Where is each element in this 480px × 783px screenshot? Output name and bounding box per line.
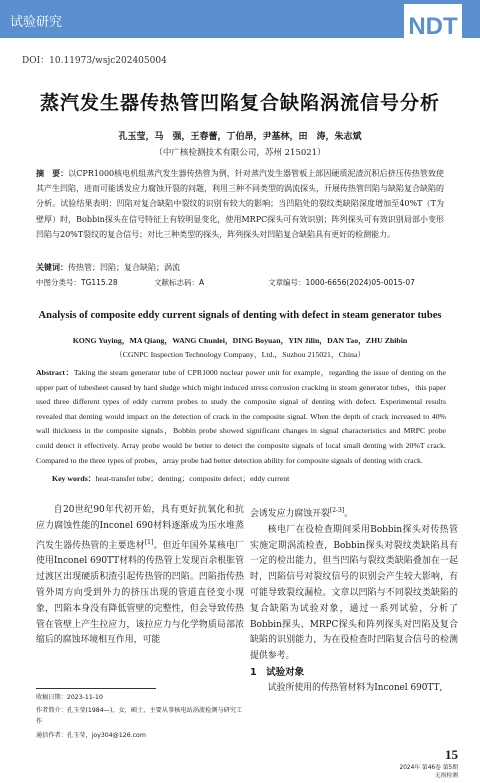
article-title-cn: 蒸汽发生器传热管凹陷复合缺陷涡流信号分析: [39, 92, 440, 114]
clc-number: 中图分类号：TG115.28: [36, 278, 118, 287]
body-paragraph: 会诱发应力腐蚀开裂[2-3]。: [250, 507, 354, 519]
abstract-cn-label: 摘 要：: [36, 169, 69, 178]
abstract-en-text: Taking the steam generator tube of CPR1000 nuclear power unit for example，regarding the issue of denting on the upper part of tubesheet caused by hard sludge which might induced stress corrosion cracking in steam generator tubes，this paper used three different types of eddy current probes to study the composite signal of denting with defect. Experimental results revealed that denting would impact on the detection of crack in the composite signal. When the depth of crack increased to 40% wall thickness in the composite signals，Bobbin probe showed significant changes in signal characteristics and MRPC probe could detect it effectively. Array probe would be better to detect the composite signals of local small denting with 20%T crack. Compared to the three types of probes，array probe had better detection ability for composite signals of denting with crack.: [36, 368, 447, 465]
abstract-cn-text: 以CPR1000核电机组蒸汽发生器传热管为例，针对蒸汽发生器管板上部因硬质泥渣沉积后挤压传热管致使其产生凹陷，进而可能诱发应力腐蚀开裂的问题，利用三种不同类型的涡流探头，开展传热管凹陷与缺陷复合缺陷的分析。试验结果表明：凹陷对复合缺陷中裂纹的识别有较大的影响；当凹陷处的裂纹类缺陷深度增加至40%T（T为壁厚）时，Bobbin探头在信号特征上有较明显变化，使用MRPC探头可有效识别；阵列探头可有效识别局部小变形凹陷与20%T裂纹的复合信号；对比三种类型的探头，阵列探头对凹陷复合缺陷具有更好的检测能力。: [36, 169, 444, 239]
abstract-en-label: Abstract：: [36, 368, 74, 377]
abstract-cn: [36, 166, 444, 242]
keywords-en-text: heat-transfer tube；denting；composite defect；eddy current: [95, 474, 290, 483]
authors-en: KONG Yuying，MA Qiang，WANG Chunlei，DING Boyuan，YIN Jilin，DAN Tao，ZHU Zhibin: [72, 336, 408, 345]
affiliation-en: （CGNPC Inspection Technology Company，Ltd.，Suzhou 215021，China）: [114, 350, 366, 359]
article-title-en: Analysis of composite eddy current signals of denting with defect in steam generator tubes: [38, 310, 442, 321]
document-code: 文献标志码：A: [154, 278, 205, 287]
received-date: 收稿日期：2023-11-10: [36, 694, 103, 701]
author-bio: 作者简介：孔玉莹(1984—)，女，硕士，主要从事核电站涡流检测与研究工作: [36, 707, 243, 725]
keywords-en-label: Key words：: [52, 474, 96, 483]
journal-name: 无损检测: [434, 773, 458, 779]
body-paragraph: 试验所使用的传热管材料为Inconel 690TT，: [267, 682, 449, 693]
page-number: 15: [445, 747, 458, 762]
affiliation-cn: （中广核检测技术有限公司，苏州 215021）: [154, 148, 326, 158]
authors-cn: 孔玉莹，马 强，王春蕾，丁伯昂，尹基林，田 涛，朱志斌: [118, 132, 362, 142]
section-heading: 1 试验对象: [250, 666, 305, 678]
keywords-cn: [36, 262, 444, 273]
body-column-left: [36, 503, 244, 649]
svg-text:NDT: NDT: [408, 13, 458, 40]
ndt-logo-icon: [404, 4, 462, 44]
body-column-right: [250, 503, 458, 697]
article-id: 文章编号：1000-6656(2024)05-0015-07: [268, 278, 415, 287]
abstract-en: [36, 366, 446, 468]
corresponding-author: 通信作者：孔玉莹，joy304@126.com: [36, 732, 146, 739]
citation-ref[interactable]: [1]: [144, 538, 154, 546]
body-paragraph: 核电厂在役检查期间采用Bobbin探头对传热管实施定期涡流检查，Bobbin探头对裂纹类缺陷具有一定的检出能力，但当凹陷与裂纹类缺陷叠加在一起时，凹陷信号对裂纹信号的识别会产生较大影响，有可能导致裂纹漏检。文章以凹陷与不同裂纹类缺陷的复合缺陷为试验对象，通过一系列试验，分析了Bobbin探头、MRPC探头和阵列探头对凹陷及复合缺陷的识别能力，为在役检查时凹陷复合信号的检测提供参考。: [250, 524, 458, 662]
section-label: 试验研究: [10, 15, 63, 30]
doi-line: DOI：10.11973/wsjc202405004: [22, 56, 167, 66]
keywords-cn-text: 传热管；凹陷；复合缺陷；涡流: [68, 263, 180, 272]
body-paragraph: 自20世纪90年代初开始，具有更好抗氧化和抗应力腐蚀性能的Inconel 690材料逐渐成为压水堆蒸汽发生器传热管的主要选材[1]。但近年国外某核电厂使用Inconel 690TT材料的传热管上发现百余根胀管过渡区出现硬质积渣引起传热管的凹陷。凹陷指传热管外周方向受到外力的挤压出现的管道直径变小现象，凹陷本身没有降低管壁的完整性，但会导致传热管在管壁上产生拉应力，该拉应力与化学物质局部浓缩后的腐蚀环境相互作用，可能: [36, 505, 245, 646]
keywords-cn-label: 关键词：: [36, 263, 68, 272]
footnote-divider: [36, 688, 156, 689]
keywords-en: [52, 473, 452, 484]
issue-line: 2024年 第46卷 第5期: [399, 765, 458, 771]
citation-ref[interactable]: [2-3]: [329, 507, 345, 514]
issue-info: [400, 764, 459, 780]
